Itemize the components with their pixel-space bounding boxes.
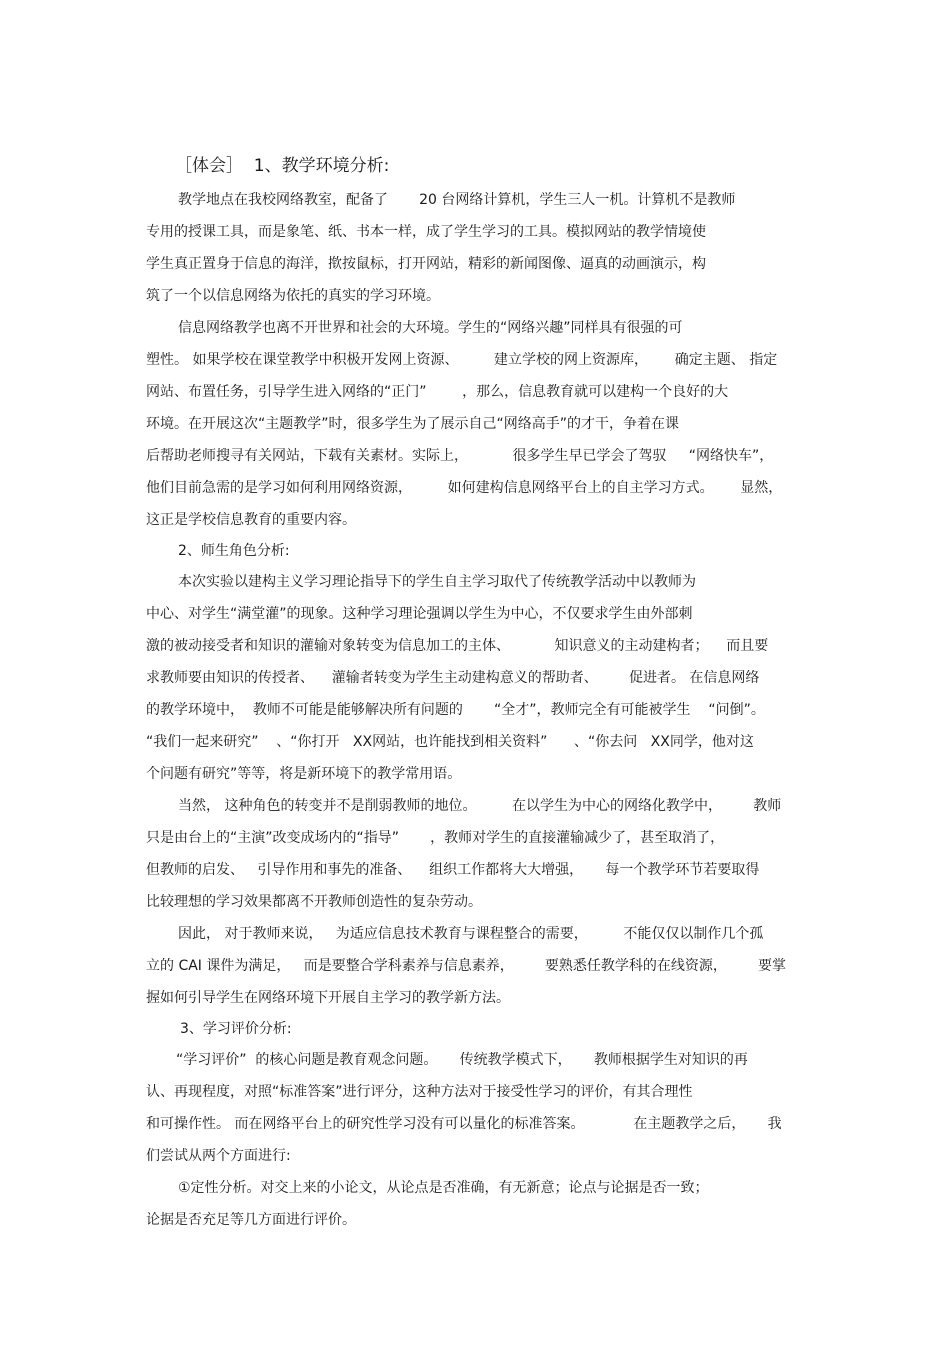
paragraph-line: 筑了一个以信息网络为依托的真实的学习环境。 bbox=[146, 288, 440, 304]
paragraph-line: 专用的授课工具，而是象笔、纸、书本一样，成了学生学习的工具。模拟网站的教学情境使 bbox=[146, 224, 706, 240]
paragraph-line: 个问题有研究”等等，将是新环境下的教学常用语。 bbox=[146, 766, 462, 782]
paragraph-line: 环境。在开展这次“主题教学”时，很多学生为了展示自己“网络高手”的才干，争着在课 bbox=[146, 416, 680, 432]
paragraph-line: 和可操作性。 而在网络平台上的研究性学习没有可以量化的标准答案。 在主题教学之后， 我 bbox=[146, 1116, 782, 1132]
paragraph-line: 的教学环境中， 教师不可能是能够解决所有问题的 “全才”，教师完全有可能被学生 “问倒”。 bbox=[146, 702, 765, 718]
paragraph-line: 本次实验以建构主义学习理论指导下的学生自主学习取代了传统教学活动中以教师为 bbox=[178, 574, 696, 590]
paragraph-line: 后帮助老师搜寻有关网站，下载有关素材。实际上， 很多学生早已学会了驾驭 “网络快车”， bbox=[146, 448, 774, 464]
section-heading-assessment: 3、学习评价分析: bbox=[180, 1021, 292, 1037]
section-heading-roles: 2、师生角色分析: bbox=[178, 543, 290, 559]
paragraph-line: 只是由台上的“主演”改变成场内的“指导” ，教师对学生的直接灌输减少了，甚至取消了， bbox=[146, 830, 725, 846]
paragraph-line: 但教师的启发、 引导作用和事先的准备、 组织工作都将大大增强， 每一个教学环节若要取得 bbox=[146, 862, 760, 878]
paragraph-line: “学习评价” 的核心问题是教育观念问题。 传统教学模式下， 教师根据学生对知识的再 bbox=[176, 1052, 748, 1068]
paragraph-line: 比较理想的学习效果都离不开教师创造性的复杂劳动。 bbox=[146, 894, 482, 910]
paragraph-line: 认、再现程度，对照“标准答案”进行评分，这种方法对于接受性学习的评价，有其合理性 bbox=[146, 1084, 693, 1100]
paragraph-line: 握如何引导学生在网络环境下开展自主学习的教学新方法。 bbox=[146, 990, 510, 1006]
paragraph-line: 论据是否充足等几方面进行评价。 bbox=[146, 1212, 356, 1228]
paragraph-line: 当然， 这种角色的转变并不是削弱教师的地位。 在以学生为中心的网络化教学中， 教师 bbox=[178, 798, 782, 814]
paragraph-line: 塑性。 如果学校在课堂教学中积极开发网上资源、 建立学校的网上资源库， 确定主题、 指定 bbox=[146, 352, 778, 368]
paragraph-line: 学生真正置身于信息的海洋，揿按鼠标，打开网站，精彩的新闻图像、逼真的动画演示，构 bbox=[146, 256, 706, 272]
paragraph-line: ①定性分析。对交上来的小论文，从论点是否准确，有无新意；论点与论据是否一致； bbox=[178, 1180, 709, 1196]
paragraph-line: 中心、对学生“满堂灌”的现象。这种学习理论强调以学生为中心，不仅要求学生由外部刺 bbox=[146, 606, 693, 622]
section-heading-teaching-environment: ［体会］ 1、教学环境分析: bbox=[175, 156, 390, 176]
paragraph-line: 他们目前急需的是学习如何利用网络资源， 如何建构信息网络平台上的自主学习方式。 显然， bbox=[146, 480, 783, 496]
paragraph-line: 立的 CAI 课件为满足， 而是要整合学科素养与信息素养， 要熟悉任教学科的在线资源， 要掌 bbox=[146, 958, 787, 974]
paragraph-line: 因此， 对于教师来说， 为适应信息技术教育与课程整合的需要， 不能仅仅以制作几个孤 bbox=[178, 926, 764, 942]
paragraph-line: 激的被动接受者和知识的灌输对象转变为信息加工的主体、 知识意义的主动建构者； 而且要 bbox=[146, 638, 769, 654]
paragraph-line: 信息网络教学也离不开世界和社会的大环境。学生的“网络兴趣”同样具有很强的可 bbox=[178, 320, 683, 336]
paragraph-line: “我们一起来研究” 、“你打开 XX网站，也许能找到相关资料” 、“你去问 XX同学，他对这 bbox=[146, 734, 754, 750]
paragraph-line: 求教师要由知识的传授者、 灌输者转变为学生主动建构意义的帮助者、 促进者。 在信息网络 bbox=[146, 670, 760, 686]
paragraph-line: 网站、布置任务，引导学生进入网络的“正门” ，那么，信息教育就可以建构一个良好的大 bbox=[146, 384, 729, 400]
paragraph-line: 这正是学校信息教育的重要内容。 bbox=[146, 512, 356, 528]
paragraph-line: 教学地点在我校网络教室，配备了 20 台网络计算机，学生三人一机。计算机不是教师 bbox=[178, 192, 736, 208]
paragraph-line: 们尝试从两个方面进行: bbox=[146, 1148, 291, 1164]
